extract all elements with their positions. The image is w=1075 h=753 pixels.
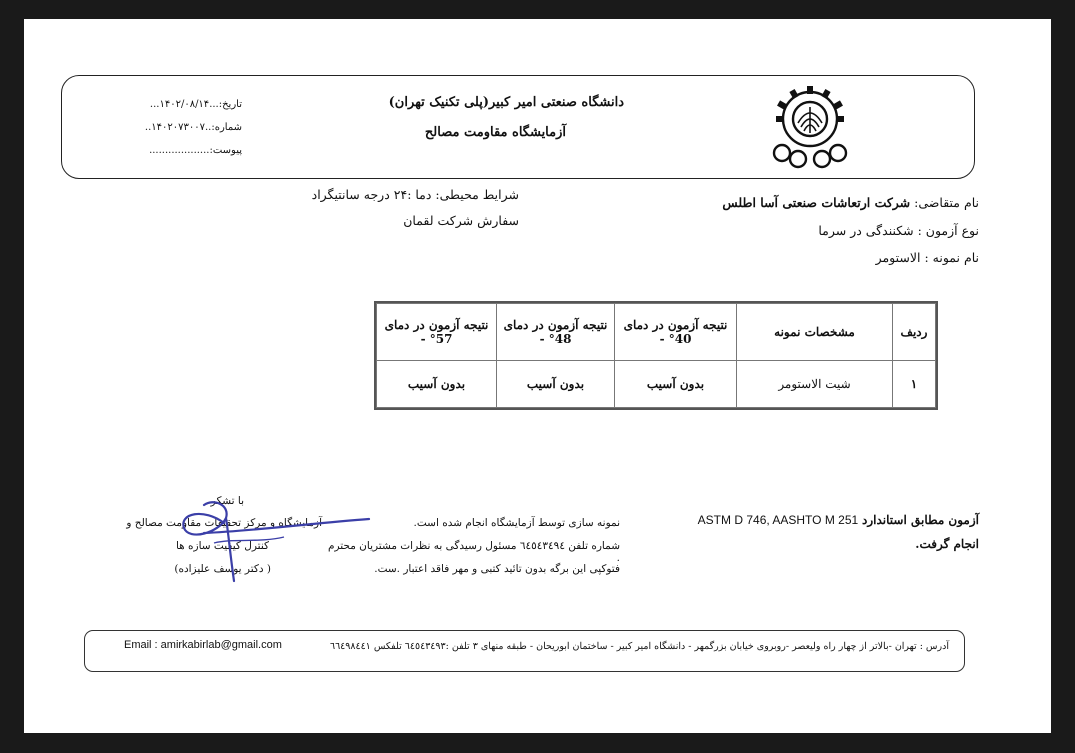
handwritten-signature-icon (164, 493, 374, 593)
results-table (374, 301, 938, 410)
standard-line (664, 513, 979, 527)
cell-result-40: بدون آسیب (615, 361, 737, 408)
applicant-label: نام متقاضی: (914, 195, 979, 210)
standard-prefix: آزمون مطابق استاندارد (862, 513, 979, 527)
header-result-40: نتیجه آزمون در دمای 40° - (615, 304, 737, 361)
footer-address: آدرس : تهران -بالاتر از چهار راه ولیعصر -روبروی خیابان بزرگمهر - دانشگاه امیر کبیر - ساختمان ابوریحان - طبقه منهای ۳ تلفن :٦٤٥٤٣٤٩٣ تلفکس ٦٦٤٩٨٤٤١ (329, 641, 949, 652)
cell-row-number: ۱ (893, 361, 936, 408)
test-type: نوع آزمون : شکنندگی در سرما (818, 223, 979, 238)
signature-line-2: کنترل کیفیت سازه ها (175, 540, 269, 552)
attachment-field: پیوست:................... (149, 145, 242, 156)
cell-result-48: بدون آسیب (497, 361, 615, 408)
header-result-57: نتیجه آزمون در دمای 57° - (377, 304, 497, 361)
number-field: شماره:..۱۴۰۲۰۷۳۰۰۷.. (144, 122, 242, 133)
document-page (24, 19, 1051, 733)
signature-line-3: ( دکتر یوسف علیزاده) (174, 563, 271, 575)
note-line-3: فتوکپی این برگه بدون تائید کتبی و مهر فاقد اعتبار .ست. (374, 563, 620, 575)
environment-conditions: شرایط محیطی: دما :۲۴ درجه سانتیگراد (311, 187, 519, 202)
footer-email: Email : amirkabirlab@gmail.com (124, 639, 282, 651)
standard-code: ASTM D 746, AASHTO M 251 (697, 513, 859, 527)
cell-result-57: بدون آسیب (377, 361, 497, 408)
signature-line-1: آزمایشگاه و مرکز تحقیقات مقاومت مصالح و (126, 517, 322, 529)
cell-sample-spec: شیت الاستومر (737, 361, 893, 408)
table-row (377, 361, 936, 408)
laboratory-name: آزمایشگاه مقاومت مصالح (424, 125, 566, 140)
applicant-line (624, 195, 979, 210)
university-logo-icon (768, 83, 852, 169)
university-name: دانشگاه صنعتی امیر کبیر(پلی تکنیک تهران) (388, 95, 624, 110)
header-result-48: نتیجه آزمون در دمای 48° - (497, 304, 615, 361)
date-field: تاریخ:...۱۴۰۲/۰۸/۱۴... (149, 99, 242, 110)
signature-thanks: با تشکر (210, 495, 244, 507)
applicant-value: شرکت ارتعاشات صنعتی آسا اطلس (722, 195, 911, 210)
table-header-row (377, 304, 936, 361)
header-row-number: ردیف (893, 304, 936, 361)
header-sample-spec: مشخصات نمونه (737, 304, 893, 361)
standard-completed: انجام گرفت. (915, 537, 979, 551)
note-line-2: شماره تلفن ٦٤٥٤٣٤٩٤ مسئول رسیدگی به نظرات مشتریان محترم . (327, 540, 620, 564)
order-note: سفارش شرکت لقمان (403, 213, 519, 228)
note-line-1: نمونه سازی توسط آزمایشگاه انجام شده است. (413, 517, 620, 529)
sample-name: نام نمونه : الاستومر (875, 250, 979, 265)
